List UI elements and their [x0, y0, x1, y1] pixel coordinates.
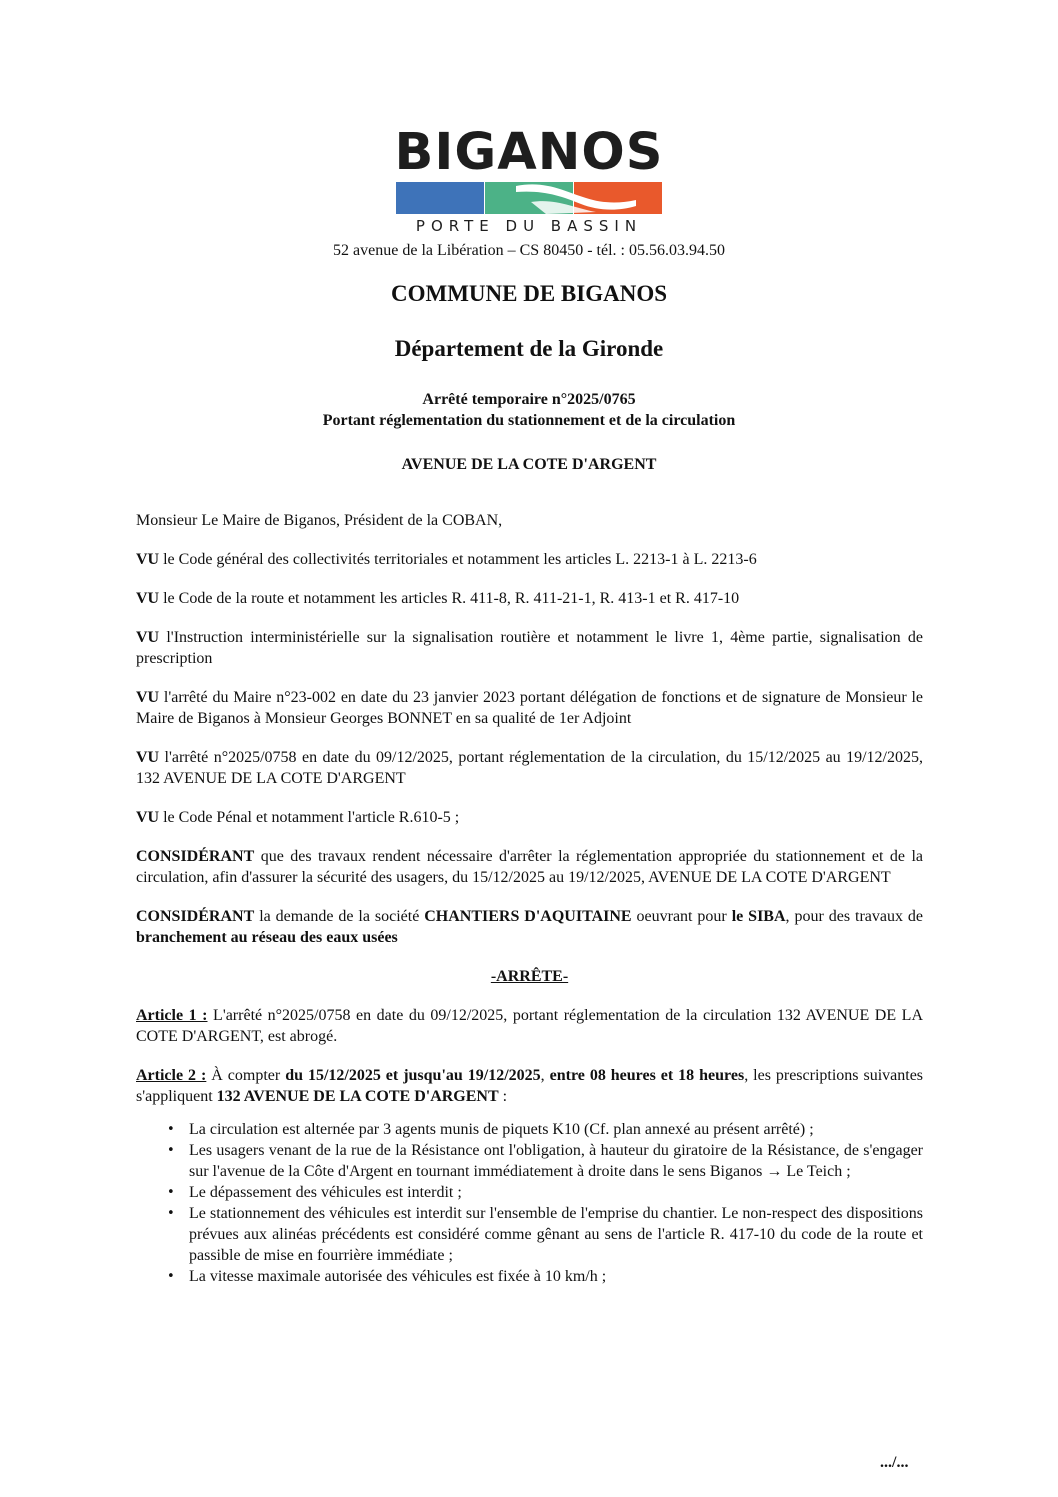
article-1-text: L'arrêté n°2025/0758 en date du 09/12/2025, portant réglementation de la circulation 132 AVENUE DE LA COTE D'ARGENT, est abrogé.: [136, 1007, 924, 1045]
street-name: AVENUE DE LA COTE D'ARGENT: [401, 456, 657, 473]
vu-label: VU: [136, 629, 160, 646]
vu-text: le Code Pénal et notamment l'article R.610-5 ;: [163, 809, 460, 826]
vu-paragraph: [136, 807, 923, 828]
vu-paragraph: [136, 747, 923, 789]
considerant-paragraph: [136, 846, 923, 888]
list-item: • La circulation est alternée par 3 agents munis de piquets K10 (Cf. plan annexé au présent arrêté) ;: [189, 1119, 923, 1140]
article-2-text: , les prescriptions suivantes s'appliquent: [136, 1067, 924, 1105]
town-hall-address: 52 avenue de la Libération – CS 80450 - tél. : 05.56.03.94.50: [333, 242, 725, 259]
vu-label: VU: [136, 749, 160, 766]
vu-paragraph: [136, 588, 923, 609]
vu-text: l'arrêté n°2025/0758 en date du 09/12/2025, portant réglementation de la circulation, du 15/12/2025 au 19/12/2025, 132 AVENUE DE LA COTE D'ARGENT: [136, 749, 924, 787]
considerant-text: que des travaux rendent nécessaire d'arrêter la réglementation appropriée du stationnement et de la circulation, afin d'assurer la sécurité des usagers, du 15/12/2025 au 19/12/2025, AVENUE DE LA COTE D'ARGENT: [136, 848, 924, 886]
vu-paragraph: [136, 687, 923, 729]
arrete-object: Portant réglementation du stationnement et de la circulation: [322, 412, 736, 429]
biganos-logo: [393, 123, 665, 236]
logo-tagline: PORTE DU BASSIN: [415, 217, 643, 235]
list-item: • Le stationnement des véhicules est interdit sur l'ensemble de l'emprise du chantier. Le non-respect des dispositions prévues aux alinéas précédents est considéré comme gênant au sens de l'article R. 417-10 du code de la route et passible de mise en fourrière immédiate ;: [189, 1203, 923, 1266]
arrete-number: Arrêté temporaire n°2025/0765: [422, 391, 636, 408]
article-2-period: du 15/12/2025 et jusqu'au 19/12/2025: [285, 1067, 541, 1084]
vu-paragraph: [136, 627, 923, 669]
considerant-text: , pour des travaux de: [785, 908, 924, 925]
vu-label: VU: [136, 551, 160, 568]
article-2: [136, 1065, 923, 1107]
article-2-label: Article 2 :: [136, 1067, 207, 1084]
vu-label: VU: [136, 590, 160, 607]
vu-label: VU: [136, 689, 160, 706]
logo-band-blue: [396, 182, 484, 214]
vu-text: l'arrêté du Maire n°23-002 en date du 23 janvier 2023 portant délégation de fonctions et de signature de Monsieur le Maire de Biganos à Monsieur Georges BONNET en sa qualité de 1er Adjoint: [136, 689, 924, 727]
considerant-paragraph: [136, 906, 923, 948]
departement-title: Département de la Gironde: [394, 336, 664, 361]
arrete-heading: -ARRÊTE-: [490, 968, 569, 985]
vu-label: VU: [136, 809, 160, 826]
logo-wordmark: BIGANOS: [394, 123, 664, 182]
prescriptions-list: [136, 1119, 923, 1287]
document-body: [136, 510, 923, 1287]
list-item: • Le dépassement des véhicules est interdit ;: [189, 1182, 923, 1203]
article-1-label: Article 1 :: [136, 1007, 208, 1024]
article-2-text: :: [502, 1088, 508, 1105]
commune-title: COMMUNE DE BIGANOS: [390, 281, 667, 306]
client-name: le SIBA: [731, 908, 786, 925]
article-2-text: À compter: [211, 1067, 281, 1084]
article-2-text: ,: [540, 1067, 545, 1084]
considerant-label: CONSIDÉRANT: [136, 848, 255, 865]
vu-text: le Code général des collectivités territoriales et notamment les articles L. 2213-1 à L. 2213-6: [163, 551, 757, 568]
article-2-hours: entre 08 heures et 18 heures: [549, 1067, 745, 1084]
works-description: branchement au réseau des eaux usées: [136, 929, 398, 946]
company-name: CHANTIERS D'AQUITAINE: [424, 908, 632, 925]
article-1: [136, 1005, 923, 1047]
list-item: • Les usagers venant de la rue de la Résistance ont l'obligation, à hauteur du giratoire de la Résistance, de s'engager sur l'avenue de la Côte d'Argent en tournant immédiatement à droite dans le sens Biganos → Le Teich ;: [189, 1140, 923, 1182]
vu-text: l'Instruction interministérielle sur la signalisation routière et notamment le livre 1, 4ème partie, signalisation de prescription: [136, 629, 923, 667]
list-item: • La vitesse maximale autorisée des véhicules est fixée à 10 km/h ;: [189, 1266, 923, 1287]
intro-paragraph: Monsieur Le Maire de Biganos, Président de la COBAN,: [136, 512, 503, 529]
considerant-text: la demande de la société: [259, 908, 420, 925]
vu-text: le Code de la route et notamment les articles R. 411-8, R. 411-21-1, R. 413-1 et R. 417-10: [163, 590, 740, 607]
considerant-label: CONSIDÉRANT: [136, 908, 255, 925]
article-2-location: 132 AVENUE DE LA COTE D'ARGENT: [216, 1088, 499, 1105]
page-continuation: .../...: [880, 1454, 909, 1471]
vu-paragraph: [136, 549, 923, 570]
logo-color-band: [396, 182, 662, 214]
considerant-text: oeuvrant pour: [636, 908, 727, 925]
